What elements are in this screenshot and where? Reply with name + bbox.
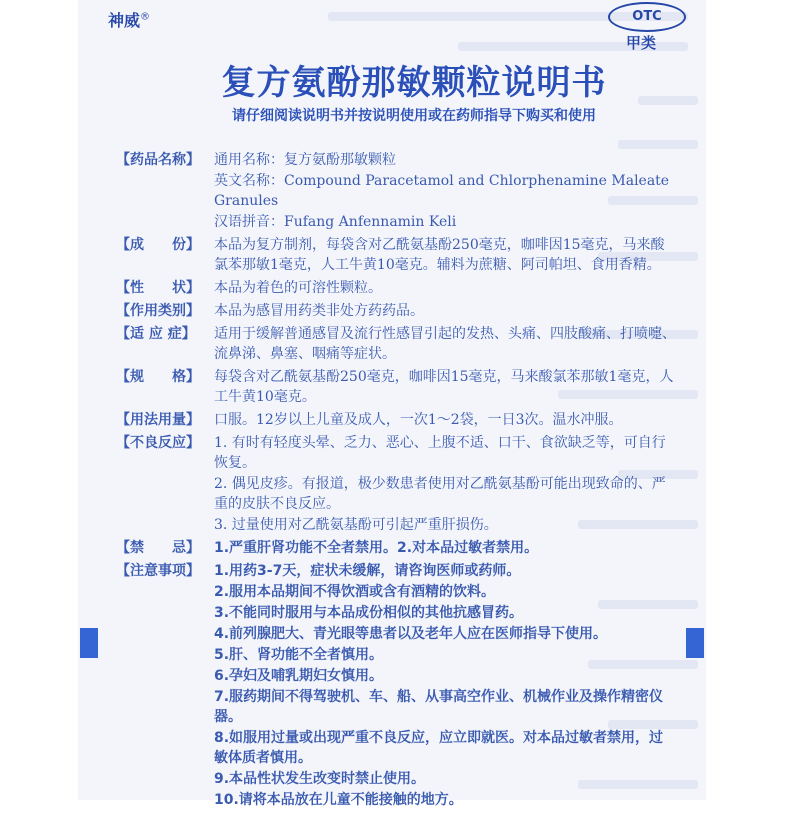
section-text: 1. 有时有轻度头晕、乏力、恶心、上腹不适、口干、食欲缺乏等，可自行恢复。 (214, 435, 666, 471)
section-text: 10.请将本品放在儿童不能接触的地方。 (214, 792, 463, 808)
leaflet-content (116, 150, 676, 813)
page-subtitle: 请仔细阅读说明书并按说明使用或在药师指导下购买和使用 (232, 108, 596, 124)
section-label: 【适 应 症】 (116, 326, 196, 342)
section-text: 2.服用本品期间不得饮酒或含有酒精的饮料。 (214, 584, 496, 600)
section-text: 口服。12岁以上儿童及成人，一次1～2袋，一日3次。温水冲服。 (214, 412, 623, 428)
section-label: 【不良反应】 (116, 435, 200, 451)
section-row (116, 561, 676, 810)
section-label: 【药品名称】 (116, 152, 200, 168)
otc-class-label: 甲类 (626, 34, 657, 52)
section-label: 【禁 忌】 (116, 540, 200, 556)
section-row (116, 538, 676, 558)
section-text: 汉语拼音：Fufang Anfennamin Keli (214, 214, 457, 230)
section-text: 通用名称：复方氨酚那敏颗粒 (214, 152, 396, 168)
section-row (116, 150, 676, 232)
right-registration-mark (686, 628, 704, 658)
section-row (116, 235, 676, 275)
section-text: 本品为复方制剂，每袋含对乙酰氨基酚250毫克，咖啡因15毫克，马来酸氯苯那敏1毫克，人工牛黄10毫克。辅料为蔗糖、阿司帕坦、食用香精。 (214, 237, 665, 273)
section-row (116, 278, 676, 298)
page-title: 复方氨酚那敏颗粒说明书 (221, 63, 607, 103)
left-registration-mark (80, 628, 98, 658)
section-text: 5.肝、肾功能不全者慎用。 (214, 647, 384, 663)
section-text: 本品为感冒用药类非处方药药品。 (214, 303, 424, 319)
section-text: 1.严重肝肾功能不全者禁用。2.对本品过敏者禁用。 (214, 540, 539, 556)
section-label: 【作用类别】 (116, 303, 200, 319)
section-text: 9.本品性状发生改变时禁止使用。 (214, 771, 426, 787)
section-text: 3.不能同时服用与本品成份相似的其他抗感冒药。 (214, 605, 524, 621)
section-row (116, 301, 676, 321)
section-row (116, 324, 676, 364)
section-text: 适用于缓解普通感冒及流行性感冒引起的发热、头痛、四肢酸痛、打喷嚏、流鼻涕、鼻塞、咽痛等症状。 (214, 326, 676, 362)
section-row (116, 433, 676, 535)
section-text: 3. 过量使用对乙酰氨基酚可引起严重肝损伤。 (214, 517, 498, 533)
otc-badge: OTC (608, 2, 686, 32)
section-label: 【用法用量】 (116, 412, 200, 428)
section-text: 8.如服用过量或出现严重不良反应，应立即就医。对本品过敏者禁用，过敏体质者慎用。 (214, 730, 664, 766)
section-text: 7.服药期间不得驾驶机、车、船、从事高空作业、机械作业及操作精密仪器。 (214, 689, 664, 725)
section-text: 本品为着色的可溶性颗粒。 (214, 280, 382, 296)
section-text: 1.用药3-7天，症状未缓解，请咨询医师或药师。 (214, 563, 521, 579)
section-text: 6.孕妇及哺乳期妇女慎用。 (214, 668, 384, 684)
section-row (116, 410, 676, 430)
section-text: 英文名称：Compound Paracetamol and Chlorphenamine Maleate Granules (214, 173, 670, 209)
section-text: 每袋含对乙酰氨基酚250毫克，咖啡因15毫克，马来酸氯苯那敏1毫克，人工牛黄10毫克。 (214, 369, 674, 405)
section-label: 【注意事项】 (116, 563, 200, 579)
section-label: 【规 格】 (116, 369, 200, 385)
section-text: 2. 偶见皮疹。有报道，极少数患者使用对乙酰氨基酚可能出现致命的、严重的皮肤不良反应。 (214, 476, 666, 512)
brand-logo: 神威® (108, 11, 151, 30)
section-label: 【性 状】 (116, 280, 200, 296)
section-label: 【成 份】 (116, 237, 200, 253)
section-text: 4.前列腺肥大、青光眼等患者以及老年人应在医师指导下使用。 (214, 626, 608, 642)
section-row (116, 367, 676, 407)
